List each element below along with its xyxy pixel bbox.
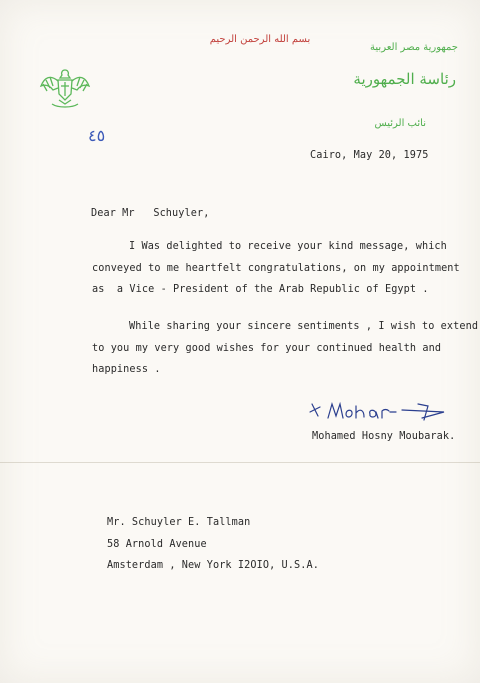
salutation: Dear Mr Schuyler,: [91, 208, 210, 219]
body-line: I Was delighted to receive your kind message, which: [129, 241, 447, 252]
page-number: ٤٥: [88, 126, 106, 145]
letterhead-office: رئاسة الجمهورية: [353, 70, 456, 88]
signatory-name: Mohamed Hosny Moubarak.: [312, 431, 456, 442]
body-line: While sharing your sincere sentiments , I wish to extend: [129, 321, 479, 332]
body-line: conveyed to me heartfelt congratulations, on my appointment: [92, 263, 460, 274]
body-line: to you my very good wishes for your continued health and: [92, 343, 442, 354]
body-line: happiness .: [92, 364, 161, 375]
signature-image: [306, 398, 456, 426]
body-line: as a Vice - President of the Arab Republic of Egypt .: [92, 284, 429, 295]
eagle-emblem-icon: [38, 64, 92, 110]
basmala-heading: بسم الله الرحمن الرحيم: [209, 34, 311, 45]
date-line: Cairo, May 20, 1975: [310, 150, 429, 161]
address-line: 58 Arnold Avenue: [107, 539, 207, 550]
letterhead-country: جمهورية مصر العربية: [370, 42, 458, 53]
paper-fold: [0, 462, 480, 463]
address-line: Amsterdam , New York I2OIO, U.S.A.: [107, 560, 319, 571]
letterhead-title: نائب الرئيس: [374, 118, 426, 129]
address-line: Mr. Schuyler E. Tallman: [107, 517, 251, 528]
